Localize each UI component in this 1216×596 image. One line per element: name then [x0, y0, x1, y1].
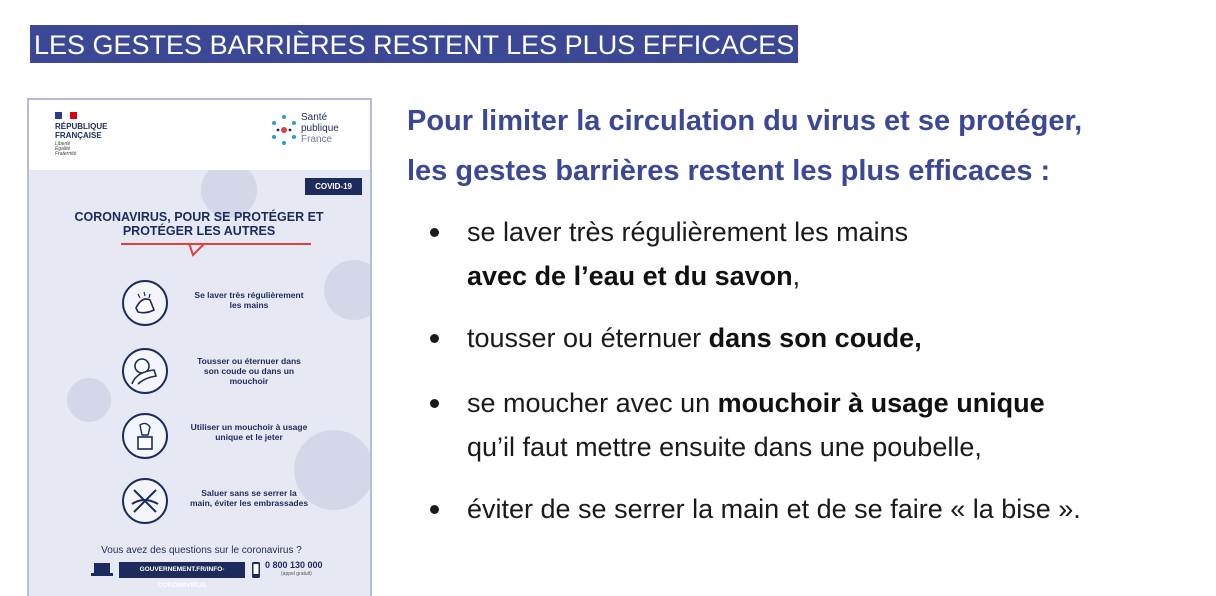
list-item: [430, 487, 1200, 531]
heading-line-1: Pour limiter la circulation du virus et se protéger,: [407, 105, 1083, 137]
covid-poster: [27, 98, 372, 596]
phone-note: (appel gratuit): [281, 571, 312, 577]
republique-francaise-label: RÉPUBLIQUE FRANÇAISE: [55, 122, 108, 140]
bullet-3-bold: mouchoir à usage unique: [717, 388, 1045, 418]
bullet-1-bold: avec de l’eau et du savon: [467, 261, 793, 291]
phone-number: 0 800 130 000: [265, 560, 323, 570]
list-item: [430, 381, 1200, 469]
gestures-list: [430, 210, 1200, 531]
banner-title: LES GESTES BARRIÈRES RESTENT LES PLUS EFFICACES: [30, 25, 798, 63]
no-handshake-icon: [122, 478, 168, 524]
sante-publique-logo-icon: [269, 112, 299, 148]
main-heading: [407, 96, 1207, 196]
bullet-2-plain: tousser ou éternuer: [467, 323, 709, 353]
bullet-3-plain: se moucher avec un: [467, 388, 718, 418]
hand-washing-icon: [122, 280, 168, 326]
bullet-2-bold: dans son coude,: [708, 323, 922, 353]
cough-elbow-icon: [122, 348, 168, 394]
laptop-icon: [91, 562, 113, 576]
poster-header: [29, 100, 370, 170]
bullet-icon: [430, 399, 439, 408]
bullet-icon: [430, 505, 439, 514]
bullet-1-line-1: se laver très régulièrement les mains: [467, 217, 909, 247]
gesture-text-wash-hands: Se laver très régulièrement les mains: [194, 290, 304, 310]
bullet-icon: [430, 228, 439, 237]
covid-19-tag: COVID-19: [305, 178, 362, 195]
poster-title: CORONAVIRUS, POUR SE PROTÉGER ET PROTÉGER LES AUTRES: [74, 210, 324, 238]
french-flag-logo: [55, 112, 77, 119]
poster-contacts: [91, 560, 351, 589]
list-item: [430, 210, 1200, 298]
list-item: [430, 316, 1200, 360]
bullet-2-line: [467, 316, 1200, 360]
gesture-text-tissue: Utiliser un mouchoir à usage unique et le jeter: [190, 422, 308, 442]
sante-publique-label: [301, 112, 339, 145]
info-url: GOUVERNEMENT.FR/INFO-CORONAVIRUS: [119, 562, 245, 578]
bullet-3-line-2: qu’il faut mettre ensuite dans une poubelle,: [467, 432, 982, 462]
bullet-icon: [430, 334, 439, 343]
title-underline: [121, 243, 311, 245]
sante-publique-france: France: [301, 134, 333, 145]
sante-publique-name: Santé publique: [301, 112, 339, 134]
bullet-3-line-1: [467, 381, 1200, 425]
poster-question: Vous avez des questions sur le coronavirus ?: [101, 545, 302, 556]
gesture-text-no-handshake: Saluer sans se serrer la main, éviter les embrassades: [189, 488, 309, 508]
bullet-1-tail: ,: [792, 261, 801, 291]
phone-icon: [251, 562, 261, 578]
tissue-bin-icon: [122, 413, 168, 459]
heading-line-2: les gestes barrières restent les plus efficaces :: [407, 155, 1051, 187]
gesture-text-cough-elbow: Tousser ou éternuer dans son coude ou dans un mouchoir: [197, 356, 301, 386]
speech-bubble-tail-icon: [187, 243, 207, 257]
republique-motto: Liberté Égalité Fraternité: [55, 141, 77, 157]
bullet-1-line-2: [467, 254, 1200, 298]
bullet-4-line: éviter de se serrer la main et de se faire « la bise ».: [467, 494, 1081, 524]
